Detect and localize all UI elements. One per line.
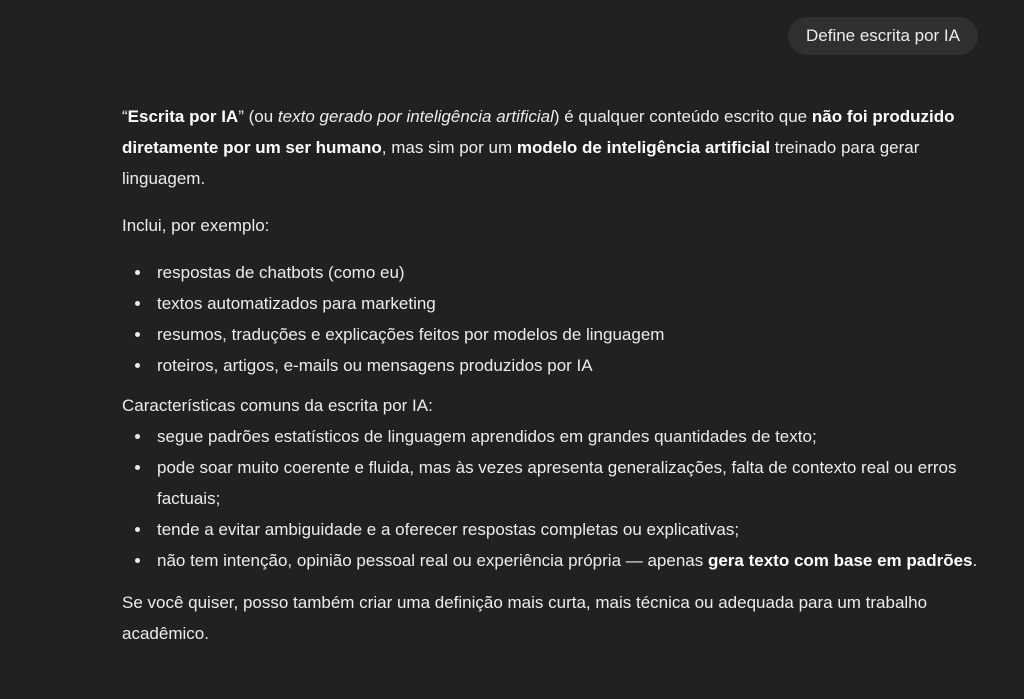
bullet-icon: [135, 301, 140, 306]
list-item: [122, 514, 982, 545]
list-item: [122, 257, 982, 288]
list-item: [122, 319, 982, 350]
list-item-text: textos automatizados para marketing: [157, 294, 436, 313]
inclui-heading: Inclui, por exemplo:: [122, 216, 270, 235]
bullet-icon: [135, 558, 140, 563]
bullet-icon: [135, 465, 140, 470]
bullet-icon: [135, 270, 140, 275]
list-item: [122, 545, 982, 576]
intro-italic: texto gerado por inteligência artificial: [277, 107, 554, 126]
list-item: [122, 452, 982, 514]
close-quote: ”: [238, 107, 244, 126]
list-item-text: segue padrões estatísticos de linguagem aprendidos em grandes quantidades de texto;: [157, 427, 817, 446]
inclui-list: [122, 257, 982, 381]
caract-heading: Características comuns da escrita por IA:: [122, 396, 433, 415]
caract-list: [122, 421, 982, 576]
bullet-icon: [135, 527, 140, 532]
intro-bold-1: não foi produzido diretamente por um ser humano: [122, 107, 955, 157]
intro-paragraph: [122, 101, 982, 194]
term-bold: Escrita por IA: [127, 107, 239, 126]
intro-bold-2: modelo de inteligência artificial: [516, 138, 771, 157]
intro-text-3: , mas sim por um: [381, 138, 517, 157]
list-item-text-1: não tem intenção, opinião pessoal real ou experiência própria — apenas: [157, 551, 708, 570]
assistant-response: [122, 101, 982, 649]
list-item-text: tende a evitar ambiguidade e a oferecer respostas completas ou explicativas;: [157, 520, 740, 539]
intro-text-1: (ou: [243, 107, 278, 126]
intro-text-2: ) é qualquer conteúdo escrito que: [553, 107, 812, 126]
list-item-text-2: .: [972, 551, 978, 570]
list-item-text: pode soar muito coerente e fluida, mas às vezes apresenta generalizações, falta de contexto real ou erros factuais;: [157, 458, 957, 508]
list-item-text: resumos, traduções e explicações feitos por modelos de linguagem: [157, 325, 665, 344]
closing-paragraph: Se você quiser, posso também criar uma definição mais curta, mais técnica ou adequada para um trabalho acadêmico.: [122, 593, 928, 643]
open-quote: “: [122, 107, 128, 126]
list-item-text: roteiros, artigos, e-mails ou mensagens produzidos por IA: [157, 356, 593, 375]
user-message-text: Define escrita por IA: [805, 26, 960, 45]
list-item: [122, 350, 982, 381]
list-item-text: respostas de chatbots (como eu): [157, 263, 405, 282]
intro-text-4: treinado para gerar linguagem.: [122, 138, 920, 188]
bullet-icon: [135, 363, 140, 368]
user-message-bubble: [788, 17, 978, 55]
bullet-icon: [135, 332, 140, 337]
bullet-icon: [135, 434, 140, 439]
list-item-bold: gera texto com base em padrões: [707, 551, 973, 570]
list-item: [122, 288, 982, 319]
list-item: [122, 421, 982, 452]
